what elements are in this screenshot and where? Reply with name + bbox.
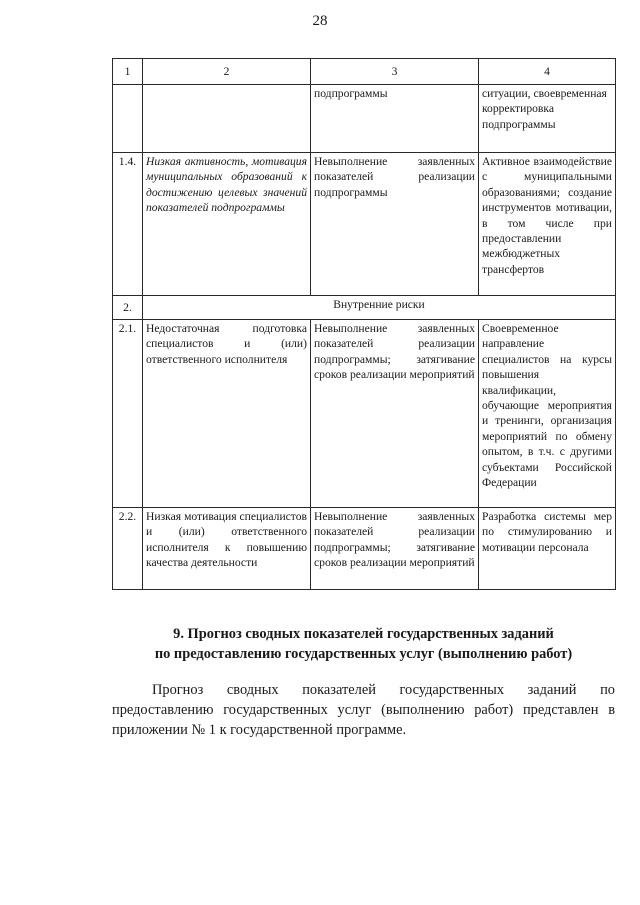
header-cell-1: 1 (113, 59, 143, 85)
section-heading-line-1: 9. Прогноз сводных показателей государственных заданий (173, 626, 554, 642)
measures-cell: Активное взаимодействие с муниципальными образованиями; создание инструментов мотивации, в том числе при предоставлении межбюджетных трансфертов (479, 153, 616, 296)
risk-cell: Недостаточная подготовка специалистов и (или) ответственного исполнителя (143, 320, 311, 508)
risk-cell: Низкая мотивация специалистов и (или) ответственного исполнителя к повышению качества деятельности (143, 508, 311, 590)
row-number: 2.1. (113, 320, 143, 508)
header-cell-4: 4 (479, 59, 616, 85)
row-number: 1.4. (113, 153, 143, 296)
consequence-cell: Невыполнение заявленных показателей реализации подпрограммы; затягивание сроков реализации мероприятий (311, 320, 479, 508)
measures-cell: ситуации, своевременная корректировка подпрограммы (479, 85, 616, 153)
header-cell-2: 2 (143, 59, 311, 85)
consequence-cell: Невыполнение заявленных показателей реализации подпрограммы (311, 153, 479, 296)
measures-cell: Разработка системы мер по стимулированию и мотивации персонала (479, 508, 616, 590)
risk-table (112, 58, 616, 590)
page-number: 28 (312, 13, 328, 29)
table-header-row (113, 59, 616, 85)
section-number: 2. (113, 296, 143, 320)
table-row-2-2 (113, 508, 616, 590)
table-section-row-internal-risks (113, 296, 616, 320)
table-row-1-4 (113, 153, 616, 296)
table-row-2-1 (113, 320, 616, 508)
row-num-cell (113, 85, 143, 153)
header-cell-3: 3 (311, 59, 479, 85)
table-row-continuation (113, 85, 616, 153)
section-9-paragraph: Прогноз сводных показателей государственных заданий по предоставлению государственных услуг (выполнению работ) представлен в приложении № 1 к государственной программе. (112, 682, 615, 738)
section-9-heading (112, 624, 615, 664)
risk-cell (143, 85, 311, 153)
consequence-cell: Невыполнение заявленных показателей реализации подпрограммы; затягивание сроков реализации мероприятий (311, 508, 479, 590)
measures-cell: Своевременное направление специалистов на курсы повышения квалификации, обучающие мероприятия и тренинги, организация мероприятий по обмену опытом, в т.ч. с другими субъектами Российской Федерации (479, 320, 616, 508)
consequence-cell: подпрограммы (311, 85, 479, 153)
section-title: Внутренние риски (143, 296, 616, 320)
section-heading-line-2: по предоставлению государственных услуг (выполнению работ) (154, 646, 573, 662)
risk-cell: Низкая активность, мотивация муниципальных образований к достижению целевых значений показателей подпрограммы (143, 153, 311, 296)
row-number: 2.2. (113, 508, 143, 590)
